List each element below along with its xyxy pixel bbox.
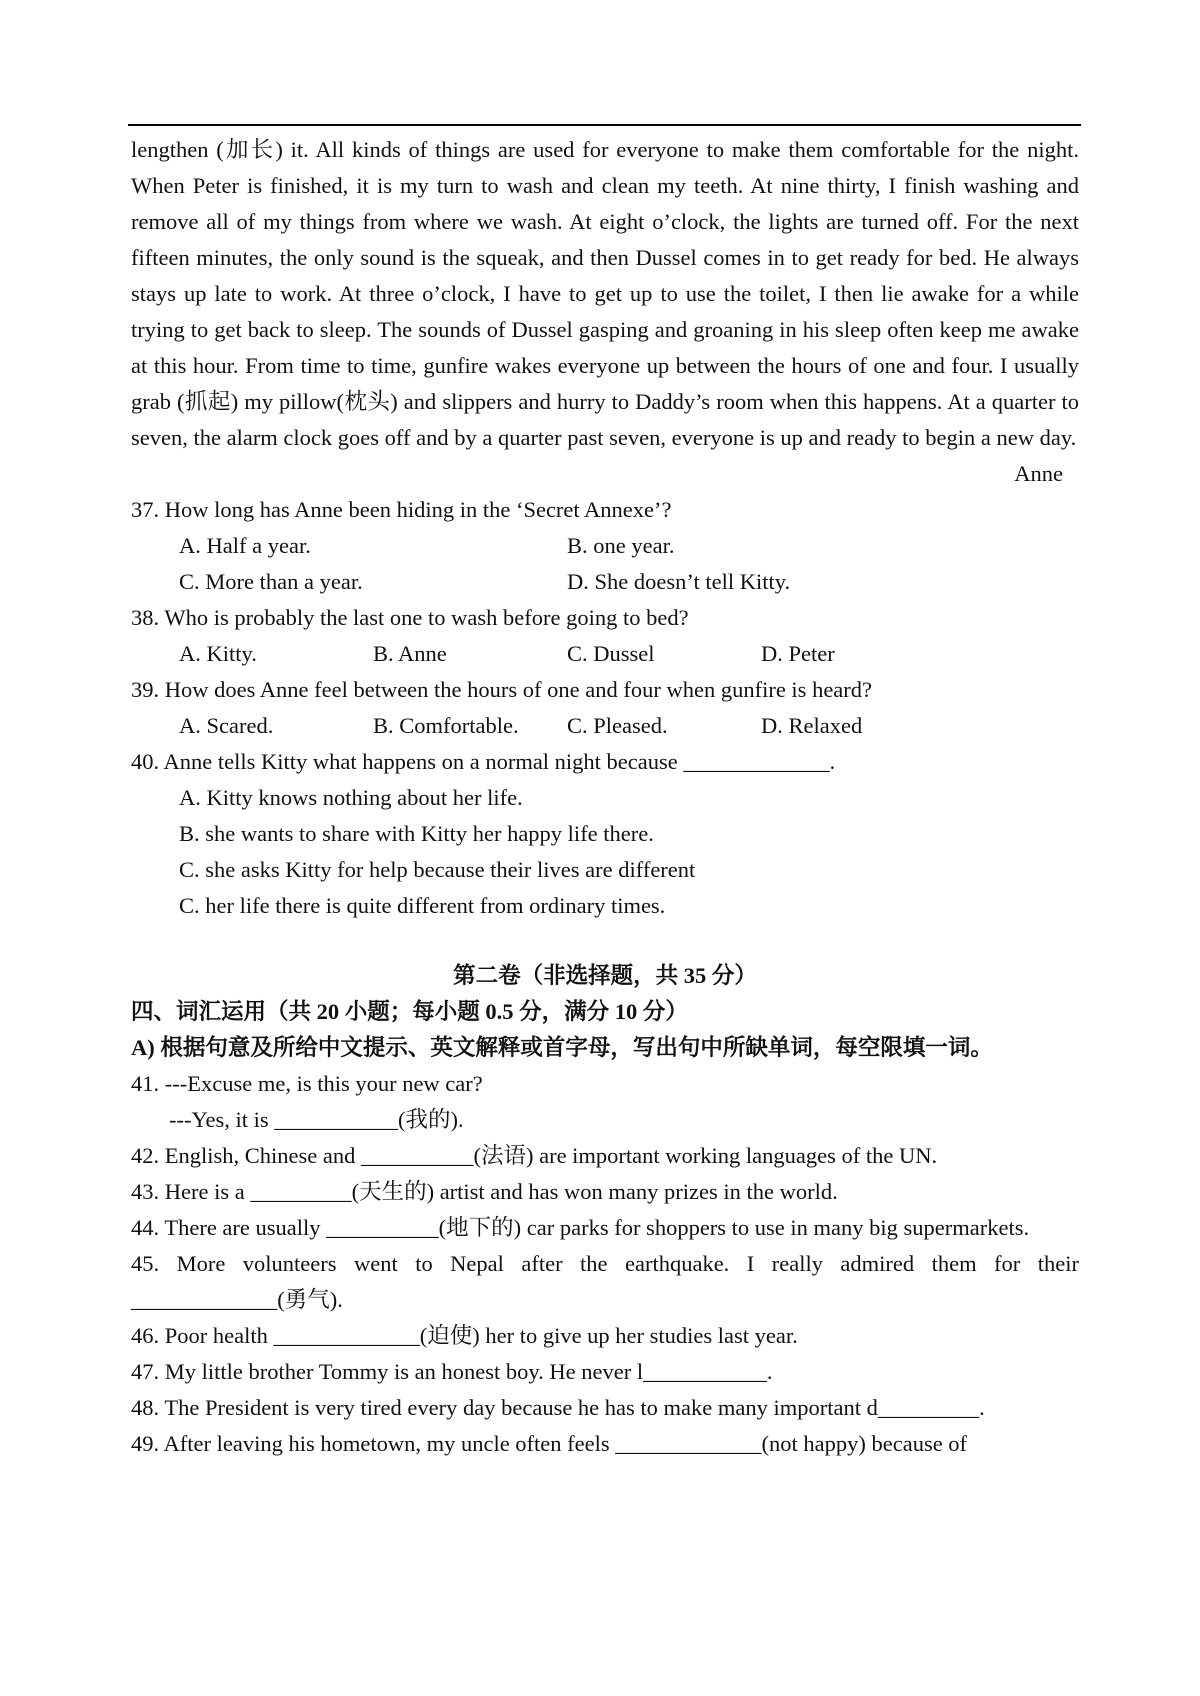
option-c: C. she asks Kitty for help because their lives are different bbox=[179, 857, 696, 882]
item-46: 46. Poor health _____________(迫使) her to give up her studies last year. bbox=[131, 1323, 798, 1348]
question-39-options bbox=[131, 708, 1079, 744]
question-38: 38. Who is probably the last one to wash before going to bed? bbox=[131, 605, 689, 630]
option-d: D. Relaxed bbox=[761, 713, 863, 738]
option-c: C. Pleased. bbox=[567, 713, 668, 738]
section-spacer bbox=[131, 924, 1079, 958]
passage-signature: Anne bbox=[1014, 461, 1063, 486]
section-four-heading: 四、词汇运用（共 20 小题；每小题 0.5 分，满分 10 分） bbox=[131, 999, 688, 1024]
item-43: 43. Here is a _________(天生的) artist and has won many prizes in the world. bbox=[131, 1179, 838, 1204]
item-49: 49. After leaving his hometown, my uncle often feels _____________(not happy) because of bbox=[131, 1431, 968, 1456]
question-38-options bbox=[131, 636, 1079, 672]
question-37: 37. How long has Anne been hiding in the ‘Secret Annexe’? bbox=[131, 497, 672, 522]
option-a: A. Scared. bbox=[179, 713, 274, 738]
option-a: A. Kitty knows nothing about her life. bbox=[179, 785, 523, 810]
option-a: A. Kitty. bbox=[179, 641, 257, 666]
question-37-options-row2 bbox=[131, 564, 1079, 600]
option-d: D. She doesn’t tell Kitty. bbox=[567, 569, 791, 594]
item-41-answer: ---Yes, it is ___________(我的). bbox=[169, 1107, 464, 1132]
question-40: 40. Anne tells Kitty what happens on a normal night because _____________. bbox=[131, 749, 836, 774]
option-d: C. her life there is quite different from ordinary times. bbox=[179, 893, 666, 918]
page-content bbox=[131, 132, 1079, 1462]
item-45: 45. More volunteers went to Nepal after the earthquake. I really admired them for their _____________(勇气). bbox=[131, 1251, 1079, 1312]
option-b: B. Comfortable. bbox=[373, 713, 519, 738]
option-b: B. one year. bbox=[567, 533, 675, 558]
item-47: 47. My little brother Tommy is an honest boy. He never l___________. bbox=[131, 1359, 773, 1384]
part-two-title: 第二卷（非选择题，共 35 分） bbox=[453, 963, 757, 988]
item-42: 42. English, Chinese and __________(法语) are important working languages of the UN. bbox=[131, 1143, 938, 1168]
question-37-options-row1 bbox=[131, 528, 1079, 564]
question-39: 39. How does Anne feel between the hours of one and four when gunfire is heard? bbox=[131, 677, 873, 702]
section-a-instructions: A) 根据句意及所给中文提示、英文解释或首字母，写出句中所缺单词，每空限填一词。 bbox=[131, 1035, 993, 1060]
item-44: 44. There are usually __________(地下的) car parks for shoppers to use in many big supermarkets. bbox=[131, 1215, 1030, 1240]
option-c: C. More than a year. bbox=[179, 569, 363, 594]
item-48: 48. The President is very tired every day because he has to make many important d_________. bbox=[131, 1395, 985, 1420]
option-b: B. Anne bbox=[373, 641, 447, 666]
reading-passage: lengthen (加长) it. All kinds of things are used for everyone to make them comfortable for the night. When Peter is finished, it is my turn to wash and clean my teeth. At nine thirty, I finish washing and remove all of my things from where we wash. At eight o’clock, the lights are turned off. For the next fifteen minutes, the only sound is the squeak, and then Dussel comes in to get ready for bed. He always stays up late to work. At three o’clock, I have to get up to use the toilet, I then lie awake for a while trying to get back to sleep. The sounds of Dussel gasping and groaning in his sleep often keep me awake at this hour. From time to time, gunfire wakes everyone up between the hours of one and four. I usually grab (抓起) my pillow(枕头) and slippers and hurry to Daddy’s room when this happens. At a quarter to seven, the alarm clock goes off and by a quarter past seven, everyone is up and ready to begin a new day. bbox=[131, 137, 1079, 450]
option-c: C. Dussel bbox=[567, 641, 655, 666]
header-rule bbox=[128, 124, 1081, 126]
option-d: D. Peter bbox=[761, 641, 835, 666]
option-a: A. Half a year. bbox=[179, 533, 311, 558]
item-41-question: 41. ---Excuse me, is this your new car? bbox=[131, 1071, 483, 1096]
option-b: B. she wants to share with Kitty her happy life there. bbox=[179, 821, 654, 846]
